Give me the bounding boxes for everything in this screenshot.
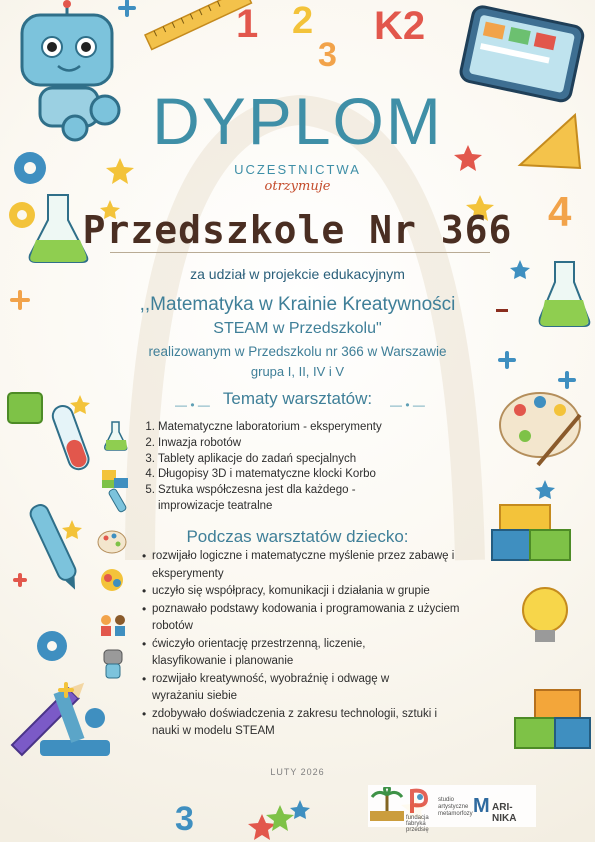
bullet-robot-icon xyxy=(104,650,122,678)
sponsor-logos xyxy=(368,785,536,833)
venue-text: realizowanym w Przedszkolu nr 366 w Warszawie xyxy=(148,344,447,359)
list-pen-icon xyxy=(108,488,127,513)
metamorfozy-logo-text: studio artystyczne metamorfozy xyxy=(438,797,473,817)
list-item xyxy=(143,436,433,452)
workshops-list xyxy=(143,420,433,515)
list-text: Inwazja robotów xyxy=(158,436,242,449)
fundacja-logo-icon xyxy=(408,787,430,815)
list-number: 2. xyxy=(145,436,155,449)
child-heading: Podczas warsztatów dziecko: xyxy=(186,527,409,546)
list-number: 1. xyxy=(145,421,155,433)
list-item: • uczyło się współpracy, komunikacji i działania w grupie xyxy=(142,583,442,601)
lightbulb-icon xyxy=(523,588,567,642)
list-text: Matematyczne laboratorium - eksperymenty xyxy=(158,421,382,433)
issue-date: LUTY 2026 xyxy=(270,767,325,777)
list-item xyxy=(143,452,433,468)
list-item xyxy=(143,483,433,515)
list-number: 5. xyxy=(145,484,155,497)
fundacja-logo-text: fundacja fabryka przedsię xyxy=(406,815,429,833)
receives-label: otrzymuje xyxy=(264,179,331,194)
list-item: • rozwijało logiczne i matematyczne myślenie przez zabawę i eksperymenty xyxy=(142,548,462,583)
bullet-puzzle-icon xyxy=(101,569,123,591)
list-item: • ćwiczyło orientację przestrzenną, liczenie, klasyfikowanie i planowanie xyxy=(142,636,432,671)
diploma-title: DYPLOM xyxy=(152,84,443,158)
list-flask-icon xyxy=(105,422,127,450)
number-2: 2 xyxy=(292,0,314,42)
participation-text: za udział w projekcie edukacyjnym xyxy=(190,266,405,282)
blocks-bottom-icon xyxy=(515,690,590,748)
list-text: Tablety aplikacje do zadań specjalnych xyxy=(158,452,357,465)
project-subtitle: STEAM w Przedszkolu" xyxy=(213,320,382,337)
list-text: Sztuka współczesna jest dla każdego - improwizacje teatralne xyxy=(158,484,356,512)
project-title: ,,Matematyka w Krainie Kreatywności xyxy=(139,294,456,315)
number-3: 3 xyxy=(318,36,337,74)
bullet-children-icon xyxy=(101,615,125,636)
workshops-heading: Tematy warsztatów: xyxy=(222,389,373,408)
list-number: 3. xyxy=(145,452,155,465)
number-4: 4 xyxy=(548,188,572,235)
list-item xyxy=(143,467,433,483)
recipient-underline xyxy=(110,252,490,253)
list-item: • zdobywało doświadczenia z zakresu technologii, sztuki i nauki w modelu STEAM xyxy=(142,706,457,741)
list-item xyxy=(143,420,433,436)
title-dash xyxy=(496,309,508,312)
diploma-subtitle: UCZESTNICTWA xyxy=(234,162,361,177)
recipient-name: Przedszkole Nr 366 xyxy=(82,208,513,252)
pen-3d-icon xyxy=(28,502,83,593)
arinika-logo: ARI-NIKA xyxy=(492,802,517,824)
m-logo: M xyxy=(473,795,490,817)
list-item: • poznawało podstawy kodowania i programowania z użyciem robotów xyxy=(142,601,462,636)
list-text: Długopisy 3D i matematyczne klocki Korbo xyxy=(158,468,376,481)
groups-text: grupa I, II, IV i V xyxy=(250,364,345,379)
palm-logo-icon xyxy=(370,787,404,825)
letter-k2: K2 xyxy=(374,4,426,48)
list-item: • rozwijało kreatywność, wyobraźnię i odwagę w wyrażaniu siebie xyxy=(142,671,422,706)
list-blocks-icon xyxy=(102,470,128,488)
child-outcomes-list xyxy=(142,548,462,741)
number-3-bottom: 3 xyxy=(175,800,194,838)
heading-dots-right: — • — xyxy=(390,398,425,412)
list-number: 4. xyxy=(145,468,155,481)
heading-dots-left: — • — xyxy=(175,398,210,412)
number-1: 1 xyxy=(236,2,259,46)
